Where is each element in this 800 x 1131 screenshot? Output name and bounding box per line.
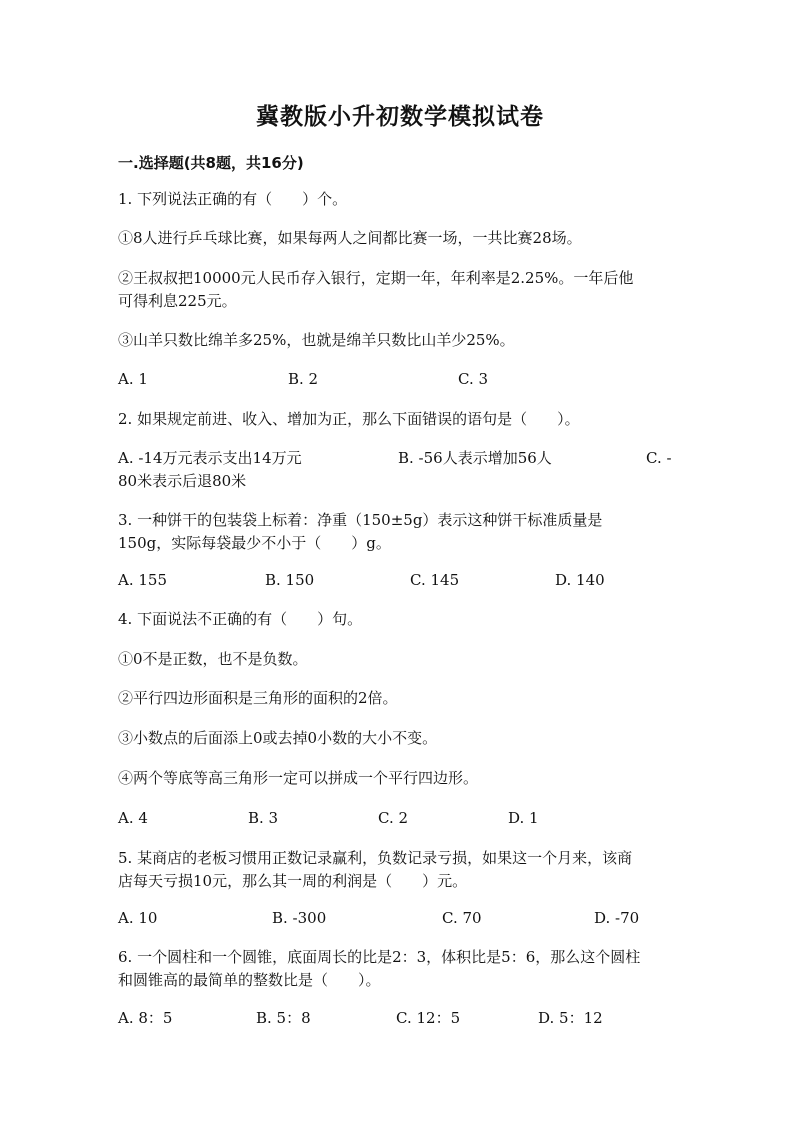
q5-option-c: C. 70 — [442, 909, 482, 927]
q6-stem-line-1: 6. 一个圆柱和一个圆锥，底面周长的比是2：3，体积比是5：6，那么这个圆柱 — [118, 948, 641, 966]
q3-option-a: A. 155 — [118, 571, 167, 589]
q4-option-c: C. 2 — [378, 809, 409, 827]
q3-option-d: D. 140 — [555, 571, 605, 589]
q1-statement-3: ③山羊只数比绵羊多25%，也就是绵羊只数比山羊少25%。 — [118, 331, 515, 349]
q3-stem-line-2: 150g，实际每袋最少不小于（ ）g。 — [118, 534, 391, 552]
q2-option-c-part-2: 80米表示后退80米 — [118, 472, 247, 490]
q4-statement-4: ④两个等底等高三角形一定可以拼成一个平行四边形。 — [118, 769, 479, 787]
page-title: 冀教版小升初数学模拟试卷 — [256, 104, 544, 130]
q1-option-b: B. 2 — [288, 370, 319, 388]
q5-option-a: A. 10 — [118, 909, 158, 927]
q3-stem-line-1: 3. 一种饼干的包装袋上标着：净重（150±5g）表示这种饼干标准质量是 — [118, 511, 603, 529]
q4-statement-2: ②平行四边形面积是三角形的面积的2倍。 — [118, 689, 398, 707]
q5-stem-line-2: 店每天亏损10元，那么其一周的利润是（ ）元。 — [118, 872, 468, 890]
q2-option-c-part-1: C. - — [646, 449, 672, 467]
q3-option-b: B. 150 — [265, 571, 315, 589]
section-heading: 一.选择题(共8题，共16分) — [118, 154, 304, 172]
q1-statement-2-line-1: ②王叔叔把10000元人民币存入银行，定期一年，年利率是2.25%。一年后他 — [118, 269, 634, 287]
q3-option-c: C. 145 — [410, 571, 460, 589]
q1-statement-1: ①8人进行乒乓球比赛，如果每两人之间都比赛一场，一共比赛28场。 — [118, 229, 582, 247]
q5-stem-line-1: 5. 某商店的老板习惯用正数记录赢利，负数记录亏损，如果这一个月来，该商 — [118, 849, 633, 867]
q2-option-a: A. -14万元表示支出14万元 — [118, 449, 302, 467]
q4-option-d: D. 1 — [508, 809, 539, 827]
q5-option-b: B. -300 — [272, 909, 327, 927]
q2-option-b: B. -56人表示增加56人 — [398, 449, 552, 467]
q4-option-b: B. 3 — [248, 809, 279, 827]
q6-option-c: C. 12：5 — [396, 1009, 461, 1027]
q1-statement-2-line-2: 可得利息225元。 — [118, 292, 237, 310]
q4-stem: 4. 下面说法不正确的有（ ）句。 — [118, 610, 363, 628]
q4-statement-1: ①0不是正数，也不是负数。 — [118, 650, 308, 668]
q6-option-b: B. 5：8 — [256, 1009, 311, 1027]
q5-option-d: D. -70 — [594, 909, 640, 927]
q1-stem: 1. 下列说法正确的有（ ）个。 — [118, 190, 348, 208]
q1-option-a: A. 1 — [118, 370, 148, 388]
q4-option-a: A. 4 — [118, 809, 148, 827]
q6-option-d: D. 5：12 — [538, 1009, 603, 1027]
q2-stem: 2. 如果规定前进、收入、增加为正，那么下面错误的语句是（ ）。 — [118, 410, 580, 428]
q1-option-c: C. 3 — [458, 370, 489, 388]
q6-stem-line-2: 和圆锥高的最简单的整数比是（ ）。 — [118, 971, 381, 989]
q6-option-a: A. 8：5 — [118, 1009, 173, 1027]
q4-statement-3: ③小数点的后面添上0或去掉0小数的大小不变。 — [118, 729, 438, 747]
